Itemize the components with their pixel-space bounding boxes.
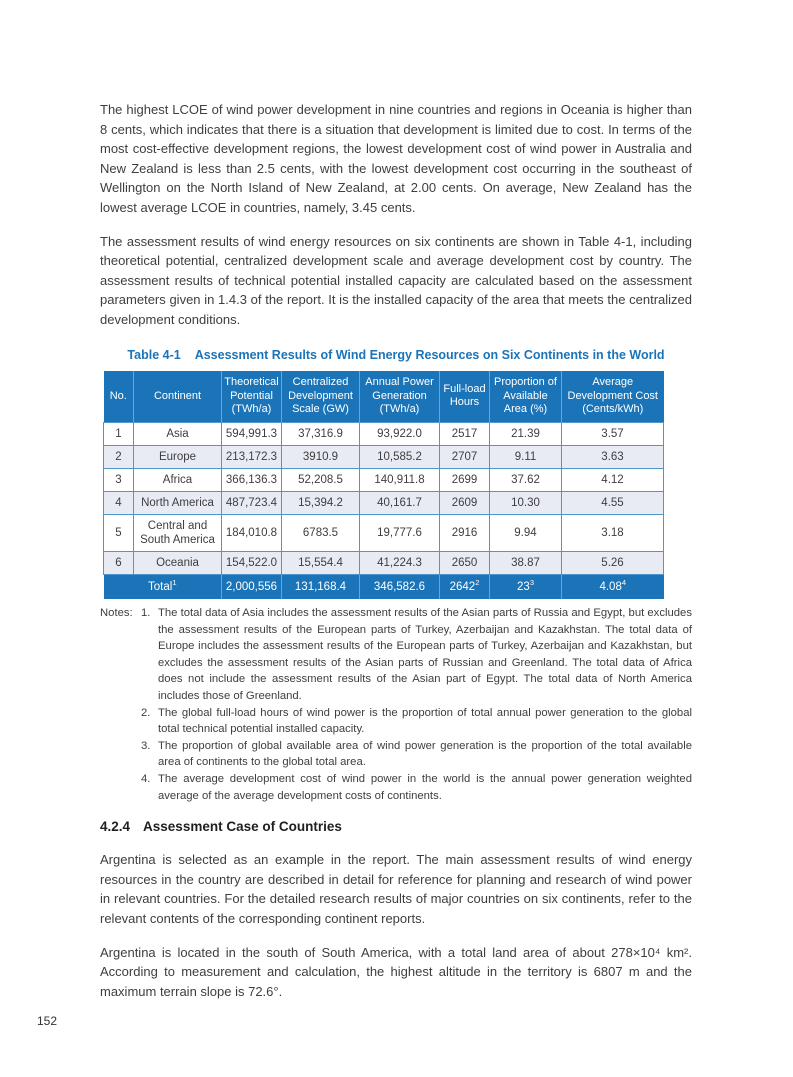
table-cell: 15,554.4 [282, 552, 360, 575]
table-cell: Asia [134, 423, 222, 446]
note-text: The total data of Asia includes the assessment results of the Asian parts of Russia and Egypt, but excludes the assessment results of the European parts of Turkey, Azerbaijan and Kazakhstan. The total data of Europe includes the assessment results of the European parts of Turkey, Azerbaijan and Kazakhstan, but excludes the assessment results of the Asian parts of Russian and Greenland. The total data of Africa does not include the assessment results of the Asian part of Egypt. The total data of North America includes those of Greenland. [158, 607, 692, 702]
note-item [141, 705, 692, 738]
note-item [141, 771, 692, 804]
table-cell: 15,394.2 [282, 492, 360, 515]
column-header-annual-generation: Annual Power Generation (TWh/a) [360, 371, 440, 423]
note-text: The proportion of global available area of wind power generation is the proportion of the total available area of continents to the global total area. [158, 739, 692, 769]
assessment-table [103, 371, 664, 600]
total-cell-cost [562, 575, 664, 600]
column-header-theoretical-potential: Theoretical Potential (TWh/a) [222, 371, 282, 423]
table-cell: 6783.5 [282, 515, 360, 552]
total-cell-centralized: 131,168.4 [282, 575, 360, 600]
table-cell: 38.87 [490, 552, 562, 575]
table-caption-text: Assessment Results of Wind Energy Resources on Six Continents in the World [194, 347, 665, 362]
column-header-development-cost: Average Development Cost (Cents/kWh) [562, 371, 664, 423]
section-heading [100, 819, 692, 834]
total-full-load-superscript: 2 [475, 578, 480, 588]
note-text: The global full-load hours of wind power is the proportion of total annual power generation to the global total technical potential installed capacity. [158, 706, 692, 736]
table-cell: 10.30 [490, 492, 562, 515]
table-cell: 93,922.0 [360, 423, 440, 446]
table-cell: 5.26 [562, 552, 664, 575]
table-cell: 40,161.7 [360, 492, 440, 515]
total-label: Total [148, 581, 173, 594]
column-header-centralized-development: Centralized Development Scale (GW) [282, 371, 360, 423]
table-cell: 10,585.2 [360, 446, 440, 469]
table-cell: 19,777.6 [360, 515, 440, 552]
column-header-available-area: Proportion of Available Area (%) [490, 371, 562, 423]
table-cell: 2916 [440, 515, 490, 552]
table-cell: 37,316.9 [282, 423, 360, 446]
table-cell: 2609 [440, 492, 490, 515]
table-cell: 9.11 [490, 446, 562, 469]
table-cell: 3.57 [562, 423, 664, 446]
table-caption [100, 348, 692, 362]
notes-section [100, 605, 692, 804]
table-cell: 487,723.4 [222, 492, 282, 515]
section-title: Assessment Case of Countries [143, 819, 342, 835]
table-cell: 21.39 [490, 423, 562, 446]
table-cell: 594,991.3 [222, 423, 282, 446]
table-cell: 3.18 [562, 515, 664, 552]
total-cost-superscript: 4 [621, 578, 627, 588]
total-cost-value: 4.08 [599, 581, 622, 594]
total-cell-theoretical: 2,000,556 [222, 575, 282, 600]
column-header-full-load-hours: Full-load Hours [440, 371, 490, 423]
table-cell: 3.63 [562, 446, 664, 469]
table-cell: 366,136.3 [222, 469, 282, 492]
note-item [141, 605, 692, 705]
table-cell: 4.55 [562, 492, 664, 515]
note-item [141, 738, 692, 771]
column-header-continent: Continent [134, 371, 222, 423]
table-cell: 2650 [440, 552, 490, 575]
table-row-central-south-america [104, 515, 664, 552]
table-cell: Oceania [134, 552, 222, 575]
total-cell-full-load [440, 575, 490, 600]
table-cell: 213,172.3 [222, 446, 282, 469]
table-header-row [104, 371, 664, 423]
note-number: 3. [141, 739, 151, 752]
paragraph-argentina-example: Argentina is selected as an example in the report. The main assessment results of wind energy resources in the country are described in detail for reference for planning and research of wind power in relevant countries. For the detailed research results of major countries on six continents, refer to the relevant contents of the corresponding continent reports. [100, 852, 692, 926]
total-label-superscript: 1 [172, 578, 177, 588]
table-row-north-america [104, 492, 664, 515]
table-cell: 2517 [440, 423, 490, 446]
paragraph-argentina-geography: Argentina is located in the south of South America, with a total land area of about 278×10⁴ km². According to measurement and calculation, the highest altitude in the territory is 6807 m and the maximum terrain slope is 72.6°. [100, 944, 692, 999]
total-label-cell [104, 575, 222, 600]
table-caption-label: Table 4-1 [127, 347, 181, 362]
table-cell: 1 [104, 423, 134, 446]
table-row-asia [104, 423, 664, 446]
table-cell: North America [134, 492, 222, 515]
table-cell: 4 [104, 492, 134, 515]
table-cell: 2 [104, 446, 134, 469]
table-cell: 4.12 [562, 469, 664, 492]
note-number: 1. [141, 607, 151, 620]
table-cell: 184,010.8 [222, 515, 282, 552]
total-proportion-value: 23 [517, 581, 530, 594]
note-number: 4. [141, 772, 151, 785]
table-cell: 41,224.3 [360, 552, 440, 575]
table-cell: 2699 [440, 469, 490, 492]
table-cell: 52,208.5 [282, 469, 360, 492]
column-header-no: No. [104, 371, 134, 423]
page-number: 152 [37, 1014, 58, 1028]
table-cell: 3 [104, 469, 134, 492]
table-cell: Central and South America [134, 515, 222, 552]
table-cell: 2707 [440, 446, 490, 469]
notes-list [141, 605, 692, 804]
total-full-load-value: 2642 [449, 581, 476, 594]
table-cell: Africa [134, 469, 222, 492]
notes-label: Notes: [100, 607, 133, 620]
note-number: 2. [141, 706, 151, 719]
table-total-row [104, 575, 664, 600]
table-cell: 5 [104, 515, 134, 552]
total-cell-proportion [490, 575, 562, 600]
paragraph-lcoe-oceania: The highest LCOE of wind power development in nine countries and regions in Oceania is higher than 8 cents, which indicates that there is a situation that development is limited due to cost. In terms of the most cost-effective development regions, the lowest development cost of wind power in Australia and New Zealand is less than 2.5 cents, with the lowest development cost occurring in the southeast of Wellington on the North Island of New Zealand, at 2.00 cents. On average, New Zealand has the lowest average LCOE in countries, namely, 3.45 cents. [100, 102, 692, 215]
note-text: The average development cost of wind power in the world is the annual power generation weighted average of the average development costs of continents. [158, 772, 692, 802]
table-cell: 3910.9 [282, 446, 360, 469]
total-cell-annual: 346,582.6 [360, 575, 440, 600]
table-row-europe [104, 446, 664, 469]
section-number: 4.2.4 [100, 819, 131, 835]
table-cell: 9.94 [490, 515, 562, 552]
table-cell: Europe [134, 446, 222, 469]
table-row-africa [104, 469, 664, 492]
table-cell: 37.62 [490, 469, 562, 492]
table-cell: 140,911.8 [360, 469, 440, 492]
table-cell: 154,522.0 [222, 552, 282, 575]
table-row-oceania [104, 552, 664, 575]
total-proportion-superscript: 3 [529, 578, 534, 588]
table-cell: 6 [104, 552, 134, 575]
paragraph-assessment-results: The assessment results of wind energy resources on six continents are shown in Table 4-1, including theoretical potential, centralized development scale and average development cost by country. The assessment results of technical potential installed capacity are calculated based on the assessment parameters given in 1.4.3 of the report. It is the installed capacity of the area that meets the centralized development conditions. [100, 233, 692, 327]
